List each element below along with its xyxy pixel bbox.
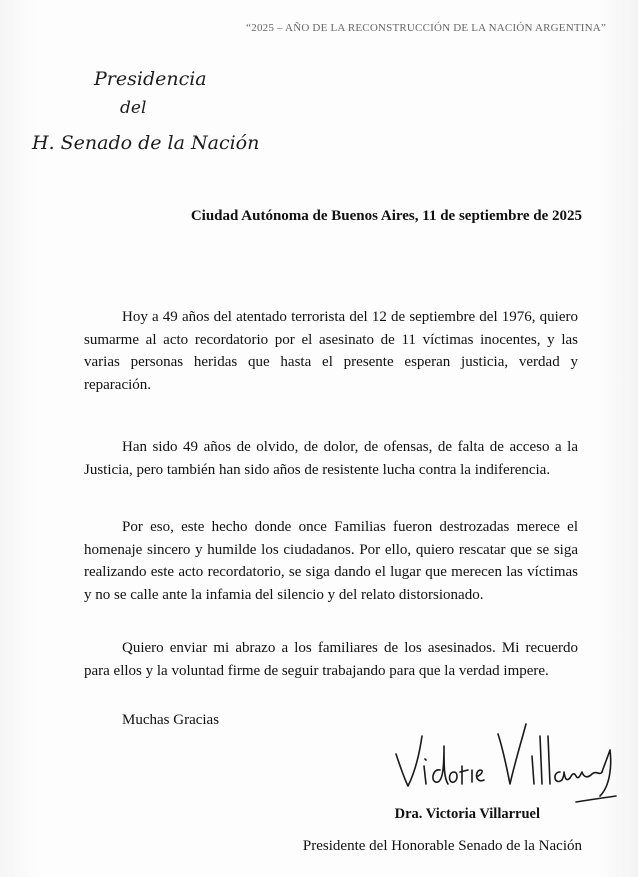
letterhead-line-senado: H. Senado de la Nación <box>32 132 260 154</box>
paragraph-2 <box>84 436 578 481</box>
paragraph-text: Por eso, este hecho donde once Familias fueron destrozadas merece el homenaje sincero y humilde los ciudadanos. Por ello, quiero rescatar que se siga realizando este acto recordatorio, se siga dando el lugar que merecen las víctimas y no se calle ante la infamia del silencio y del relato distorsionado. <box>84 519 578 603</box>
closing-thanks: Muchas Gracias <box>122 712 220 728</box>
handwritten-signature <box>388 716 618 816</box>
paragraph-1 <box>84 306 578 396</box>
paragraph-3 <box>84 516 578 606</box>
paragraph-text: Quiero enviar mi abrazo a los familiares de los asesinados. Mi recuerdo para ellos y la voluntad firme de seguir trabajando para que la verdad impere. <box>84 640 578 679</box>
letterhead-line-del: del <box>120 98 147 118</box>
signatory-name: Dra. Victoria Villarruel <box>394 806 540 822</box>
signatory-title: Presidente del Honorable Senado de la Nación <box>302 838 582 854</box>
letterhead-line-presidencia: Presidencia <box>94 68 207 90</box>
paragraph-text: Hoy a 49 años del atentado terrorista del 12 de septiembre del 1976, quiero sumarme al acto recordatorio por el asesinato de 11 víctimas inocentes, y las varias personas heridas que hasta el presente esperan justicia, verdad y reparación. <box>84 309 578 393</box>
place-and-date: Ciudad Autónoma de Buenos Aires, 11 de septiembre de 2025 <box>190 208 582 224</box>
year-motto: “2025 – AÑO DE LA RECONSTRUCCIÓN DE LA NACIÓN ARGENTINA” <box>246 22 606 34</box>
paragraph-text: Han sido 49 años de olvido, de dolor, de ofensas, de falta de acceso a la Justicia, pero también han sido años de resistente lucha contra la indiferencia. <box>84 439 578 478</box>
paragraph-4 <box>84 637 578 682</box>
